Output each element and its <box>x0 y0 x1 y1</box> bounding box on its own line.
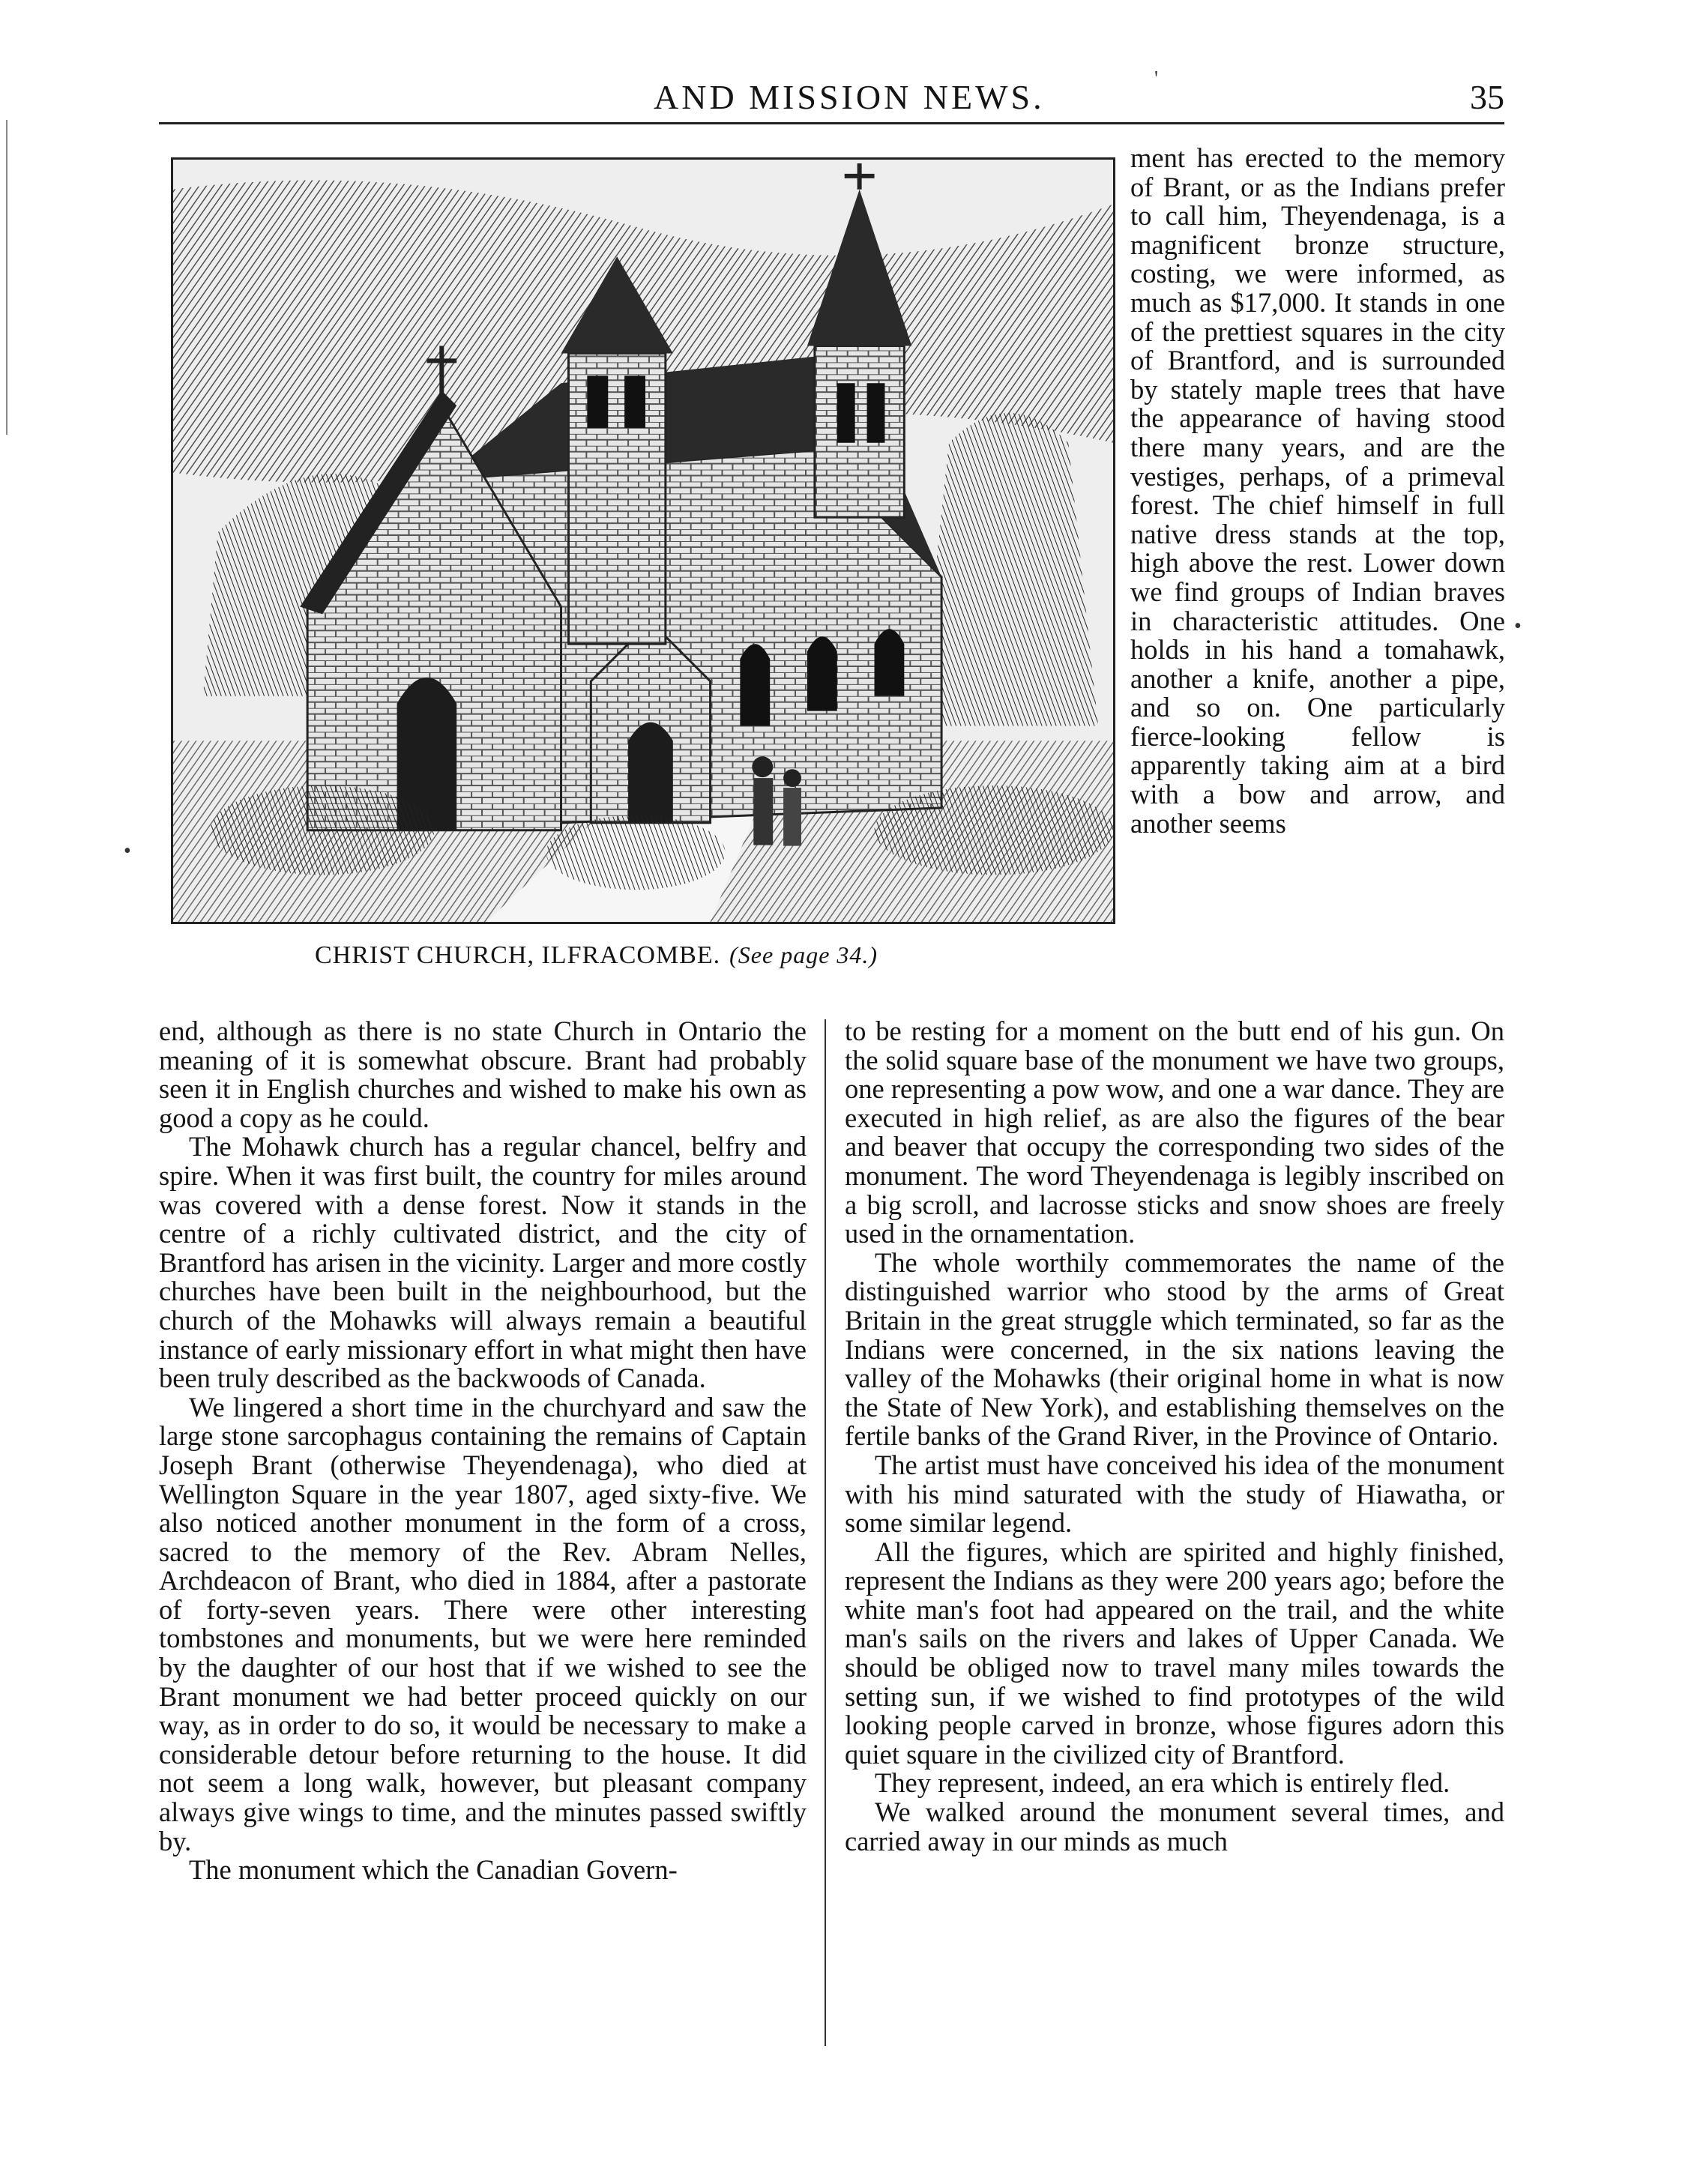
text-column-beside-figure <box>1130 144 1505 1019</box>
church-illustration <box>171 157 1115 924</box>
church-engraving <box>173 160 1113 922</box>
figure-caption-title: CHRIST CHURCH, ILFRACOMBE. <box>315 941 721 969</box>
paragraph: The Mohawk church has a regular chancel, belfry and spire. When it was first built, the country for miles around was covered with a dense forest. Now it stands in the centre of a richly cultivated district, and the city of Brantford has arisen in the vicinity. Larger and more costly churches have been built in the neighbourhood, but the church of the Mohawks will always remain a beautiful instance of early missionary effort in what might then have been truly described as the backwoods of Canada. <box>159 1131 807 1394</box>
margin-line <box>6 120 7 435</box>
paragraph: The artist must have conceived his idea of the monument with his mind saturated with the study of Hiawatha, or some similar legend. <box>845 1449 1504 1539</box>
text-column-right <box>845 1017 1504 2051</box>
paragraph: We walked around the monument several times, and carried away in our minds as much <box>845 1797 1504 1856</box>
paragraph: We lingered a short time in the churchyard and saw the large stone sarcophagus containing the remains of Captain Joseph Brant (otherwise Theyendenaga), who died at Wellington Square in the year 1807, aged sixty-five. We also noticed another monument in the form of a cross, sacred to the memory of the Rev. Abram Nelles, Archdeacon of Brant, who died in 1884, after a pastorate of forty-seven years. There were other interesting tombstones and monuments, but we were here reminded by the daughter of our host that if we wished to see the Brant monument we had better proceed quickly on our way, as in order to do so, it would be necessary to make a considerable detour before returning to the house. It did not seem a long walk, however, but pleasant company always give wings to time, and the minutes passed swiftly by. <box>159 1391 807 1856</box>
paragraph: end, although as there is no state Church in Ontario the meaning of it is somewhat obscure. Brant had probably seen it in English churches and wished to make his own as good a copy as he could. <box>159 1017 807 1133</box>
figure-caption <box>315 941 878 970</box>
paragraph: ment has erected to the memory of Brant, or as the Indians prefer to call him, Theyendenaga, is a magnificent bronze structure, costing, we were informed, as much as $17,000. It stands in one of the prettiest squares in the city of Brantford, and is surrounded by stately maple trees that have the appearance of having stood there many years, and are the vestiges, perhaps, of a primeval forest. The chief himself in full native dress stands at the top, high above the rest. Lower down we find groups of Indian braves in characteristic attitudes. One holds in his hand a tomahawk, another a knife, another a pipe, and so on. One particularly fierce-looking fellow is apparently taking aim at a bird with a bow and arrow, and another seems <box>1130 144 1505 839</box>
header-title: AND MISSION NEWS. <box>654 78 1045 116</box>
print-speck: • <box>124 839 131 863</box>
paragraph: The monument which the Canadian Govern- <box>189 1854 678 1886</box>
header-rule <box>159 122 1504 124</box>
paragraph: They represent, indeed, an era which is entirely fled. <box>875 1767 1450 1799</box>
running-header <box>159 71 1504 124</box>
paragraph: The whole worthily commemorates the name of the distinguished warrior who stood by the arms of Great Britain in the great struggle which terminated, so far as the Indians were concerned, in the six nations leaving the valley of the Mohawks (their original home in what is now the State of New York), and establishing themselves on the fertile banks of the Grand River, in the Province of Ontario. <box>845 1246 1504 1452</box>
text-column-left <box>159 1017 807 2051</box>
print-speck: • <box>1514 615 1522 638</box>
page-number: 35 <box>1470 78 1504 116</box>
paragraph: All the figures, which are spirited and highly finished, represent the Indians as they were 200 years ago; before the white man's foot had appeared on the trail, and the white man's sails on the rivers and lakes of Upper Canada. We should be obliged now to travel many miles towards the setting sun, if we wished to find prototypes of the wild looking people carved in bronze, whose figures adorn this quiet square in the civilized city of Brantford. <box>845 1536 1504 1770</box>
print-speck: ' <box>1154 67 1159 91</box>
column-rule <box>825 1019 826 2046</box>
figure-caption-ref: (See page 34.) <box>729 941 878 968</box>
paragraph: to be resting for a moment on the butt end of his gun. On the solid square base of the monument we have two groups, one representing a pow wow, and one a war dance. They are executed in high relief, as are also the figures of the bear and beaver that occupy the corresponding two sides of the monument. The word Theyendenaga is legibly inscribed on a big scroll, and lacrosse sticks and snow shoes are freely used in the ornamentation. <box>845 1017 1504 1249</box>
